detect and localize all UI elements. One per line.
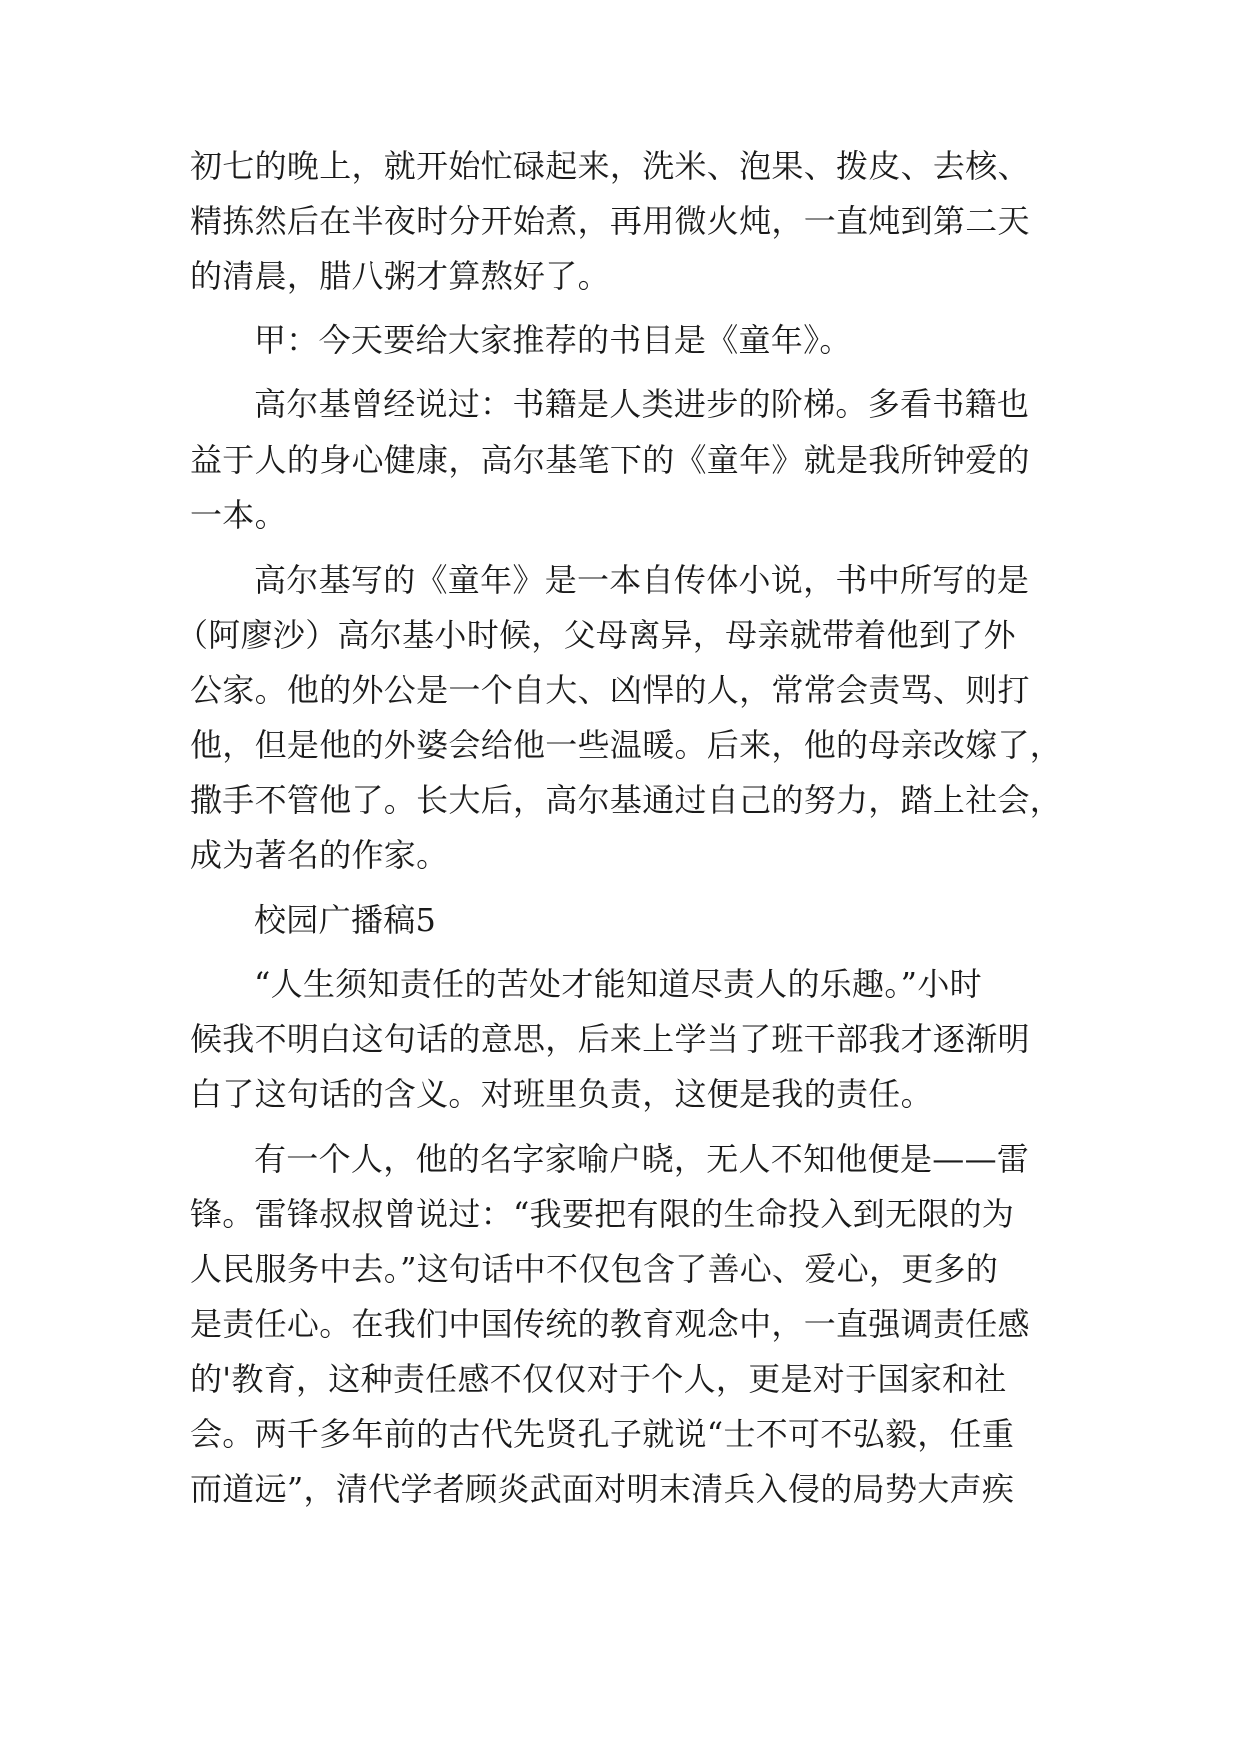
- text-line: 一本。: [190, 496, 287, 534]
- text-line: 而道远”，清代学者顾炎武面对明末清兵入侵的局势大声疾: [190, 1470, 1015, 1508]
- text-line: 的'教育，这种责任感不仅仅对于个人，更是对于国家和社: [190, 1360, 1007, 1398]
- text-line: 益于人的身心健康，高尔基笔下的《童年》就是我所钟爱的: [190, 441, 1030, 479]
- paragraph-first-line: 有一个人，他的名字家喻户晓，无人不知他便是——雷: [254, 1140, 1030, 1178]
- text-line: 锋。雷锋叔叔曾说过：“我要把有限的生命投入到无限的为: [190, 1195, 1015, 1233]
- paragraph-first-line: 高尔基写的《童年》是一本自传体小说，书中所写的是: [254, 561, 1030, 599]
- paragraph-first-line: 高尔基曾经说过：书籍是人类进步的阶梯。多看书籍也: [254, 385, 1030, 423]
- text-line: （阿廖沙）高尔基小时候，父母离异，母亲就带着他到了外: [176, 616, 1016, 654]
- text-line: 撒手不管他了。长大后，高尔基通过自己的努力，踏上社会，: [190, 781, 1063, 819]
- text-line: 成为著名的作家。: [190, 836, 449, 874]
- text-line: 精拣然后在半夜时分开始煮，再用微火炖，一直炖到第二天: [190, 202, 1030, 240]
- text-line: 他，但是他的外婆会给他一些温暖。后来，他的母亲改嫁了，: [190, 726, 1063, 764]
- text-line: 人民服务中去。”这句话中不仅包含了善心、爱心，更多的: [190, 1250, 999, 1288]
- text-line: 的清晨，腊八粥才算熬好了。: [190, 257, 610, 295]
- section-heading: 校园广播稿5: [254, 901, 437, 939]
- text-line: 公家。他的外公是一个自大、凶悍的人，常常会责骂、则打: [190, 671, 1030, 709]
- paragraph-first-line: “人生须知责任的苦处才能知道尽责人的乐趣。”小时: [254, 965, 982, 1003]
- paragraph-first-line: 甲：今天要给大家推荐的书目是《童年》。: [254, 321, 852, 359]
- text-line: 是责任心。在我们中国传统的教育观念中，一直强调责任感: [190, 1305, 1030, 1343]
- text-line: 候我不明白这句话的意思，后来上学当了班干部我才逐渐明: [190, 1020, 1030, 1058]
- text-line: 白了这句话的含义。对班里负责，这便是我的责任。: [190, 1075, 933, 1113]
- text-line: 会。两千多年前的古代先贤孔子就说“士不可不弘毅，任重: [190, 1415, 1015, 1453]
- text-line: 初七的晚上，就开始忙碌起来，洗米、泡果、拨皮、去核、: [190, 147, 1030, 185]
